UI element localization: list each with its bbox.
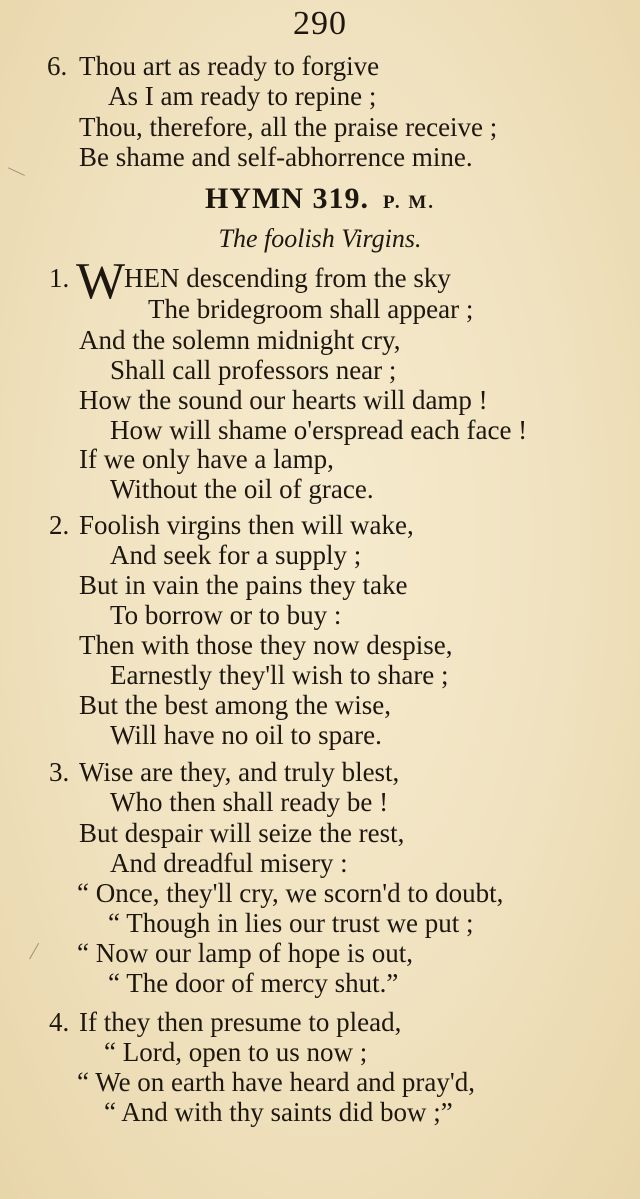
stanza-number: 3. (49, 757, 70, 787)
verse-line: Then with those they now despise, (79, 630, 453, 660)
verse-line: If we only have a lamp, (79, 444, 334, 474)
verse-line: And dreadful misery : (110, 848, 348, 878)
drop-cap: W (76, 253, 126, 310)
verse-line: HEN descending from the sky (124, 263, 451, 293)
margin-mark: — (19, 937, 46, 964)
verse-line: How will shame o'erspread each face ! (110, 415, 528, 445)
verse-line: “ We on earth have heard and pray'd, (77, 1067, 476, 1097)
hymn-subtitle: The foolish Virgins. (218, 224, 422, 253)
hymn-number-title: HYMN 319. (204, 182, 369, 215)
verse-line: If they then presume to plead, (79, 1007, 402, 1037)
verse-line: Who then shall ready be ! (110, 787, 389, 817)
verse-line: And the solemn midnight cry, (79, 325, 401, 355)
stanza-number: 2. (49, 510, 70, 540)
verse-line: Thou, therefore, all the praise receive ; (79, 112, 498, 142)
verse-line: Thou art as ready to forgive (79, 51, 380, 81)
stanza-number: 6. (47, 51, 68, 81)
verse-line: Will have no oil to spare. (110, 720, 382, 750)
verse-line: Without the oil of grace. (110, 474, 374, 504)
hymn-title (0, 182, 640, 216)
verse-line: As I am ready to repine ; (108, 81, 377, 111)
verse-line: But despair will seize the rest, (79, 818, 405, 848)
verse-line: Be shame and self-abhorrence mine. (79, 142, 473, 172)
page-number: 290 (293, 5, 347, 42)
verse-line: “ Though in lies our trust we put ; (108, 908, 474, 938)
verse-line: But in vain the pains they take (79, 570, 408, 600)
verse-line: “ Once, they'll cry, we scorn'd to doubt, (77, 878, 504, 908)
verse-line: But the best among the wise, (79, 690, 391, 720)
verse-line: Foolish virgins then will wake, (79, 510, 414, 540)
stanza-number: 1. (49, 263, 70, 293)
verse-line: The bridegroom shall appear ; (148, 294, 474, 324)
verse-line: “ The door of mercy shut.” (108, 968, 399, 998)
verse-line: Earnestly they'll wish to share ; (110, 660, 449, 690)
verse-line: “ Now our lamp of hope is out, (77, 938, 413, 968)
verse-line: Shall call professors near ; (110, 355, 397, 385)
verse-line: How the sound our hearts will damp ! (79, 385, 488, 415)
verse-line: Wise are they, and truly blest, (79, 757, 400, 787)
hymn-meter: P. M. (382, 192, 436, 213)
verse-line: And seek for a supply ; (110, 540, 362, 570)
verse-line: “ Lord, open to us now ; (104, 1037, 368, 1067)
verse-line: To borrow or to buy : (110, 600, 342, 630)
margin-mark: — (4, 157, 30, 183)
verse-line: “ And with thy saints did bow ;” (104, 1097, 453, 1127)
stanza-number: 4. (49, 1007, 70, 1037)
